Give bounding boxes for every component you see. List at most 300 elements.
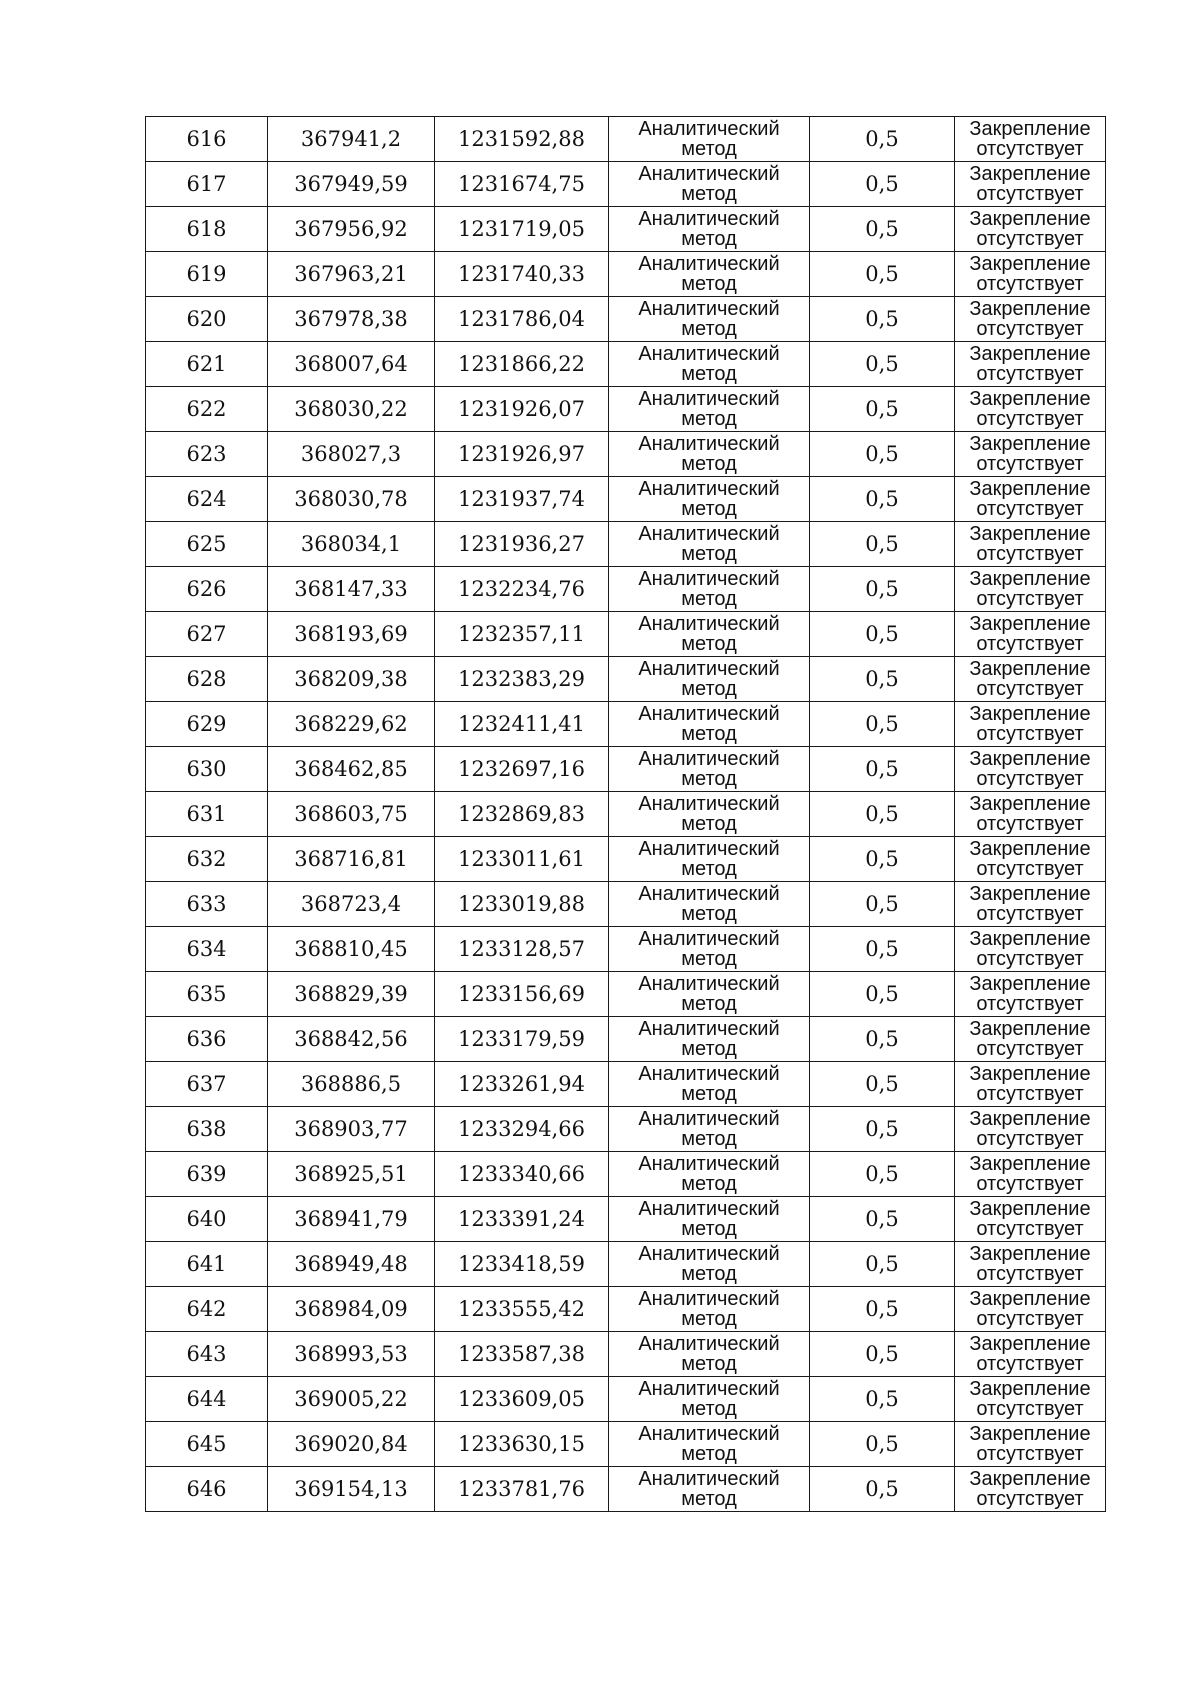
method-cell (609, 252, 810, 297)
fixation-status-cell-line2: отсутствует (976, 273, 1084, 295)
y-coordinate-cell: 1231592,88 (435, 117, 609, 162)
point-number-cell: 643 (146, 1332, 268, 1377)
point-number-cell: 620 (146, 297, 268, 342)
accuracy-cell: 0,5 (810, 1017, 955, 1062)
fixation-status-cell-line2: отсутствует (976, 723, 1084, 745)
method-cell (609, 927, 810, 972)
point-number-cell: 624 (146, 477, 268, 522)
point-number-cell: 628 (146, 657, 268, 702)
x-coordinate-cell: 368716,81 (268, 837, 435, 882)
x-coordinate-cell: 368984,09 (268, 1287, 435, 1332)
method-cell-line2: метод (681, 903, 737, 925)
table-row (146, 837, 1106, 882)
table-row (146, 432, 1106, 477)
fixation-status-cell-line1: Закрепление (969, 793, 1091, 815)
x-coordinate-cell: 368941,79 (268, 1197, 435, 1242)
fixation-status-cell-line1: Закрепление (969, 1468, 1091, 1490)
fixation-status-cell-line2: отсутствует (976, 948, 1084, 970)
accuracy-cell: 0,5 (810, 1062, 955, 1107)
point-number-cell: 622 (146, 387, 268, 432)
accuracy-cell: 0,5 (810, 1242, 955, 1287)
method-cell-line2: метод (681, 588, 737, 610)
y-coordinate-cell: 1231866,22 (435, 342, 609, 387)
method-cell (609, 1332, 810, 1377)
x-coordinate-cell: 367941,2 (268, 117, 435, 162)
fixation-status-cell-line2: отсутствует (976, 903, 1084, 925)
fixation-status-cell-line2: отсутствует (976, 858, 1084, 880)
fixation-status-cell (955, 1242, 1106, 1287)
fixation-status-cell-line2: отсутствует (976, 543, 1084, 565)
fixation-status-cell-line2: отсутствует (976, 183, 1084, 205)
method-cell-line2: метод (681, 678, 737, 700)
method-cell (609, 1107, 810, 1152)
accuracy-cell: 0,5 (810, 972, 955, 1017)
y-coordinate-cell: 1232869,83 (435, 792, 609, 837)
fixation-status-cell-line2: отсутствует (976, 1083, 1084, 1105)
fixation-status-cell-line2: отсутствует (976, 588, 1084, 610)
table-row (146, 792, 1106, 837)
accuracy-cell: 0,5 (810, 1287, 955, 1332)
fixation-status-cell-line2: отсутствует (976, 1038, 1084, 1060)
point-number-cell: 625 (146, 522, 268, 567)
fixation-status-cell (955, 927, 1106, 972)
table-row (146, 252, 1106, 297)
x-coordinate-cell: 368829,39 (268, 972, 435, 1017)
point-number-cell: 636 (146, 1017, 268, 1062)
y-coordinate-cell: 1231719,05 (435, 207, 609, 252)
fixation-status-cell (955, 1332, 1106, 1377)
fixation-status-cell (955, 702, 1106, 747)
y-coordinate-cell: 1233609,05 (435, 1377, 609, 1422)
fixation-status-cell-line1: Закрепление (969, 1153, 1091, 1175)
fixation-status-cell-line2: отсутствует (976, 1173, 1084, 1195)
fixation-status-cell (955, 972, 1106, 1017)
y-coordinate-cell: 1231926,97 (435, 432, 609, 477)
method-cell-line1: Аналитический (638, 523, 780, 545)
fixation-status-cell (955, 522, 1106, 567)
table-row (146, 1197, 1106, 1242)
fixation-status-cell-line1: Закрепление (969, 973, 1091, 995)
fixation-status-cell (955, 342, 1106, 387)
point-number-cell: 642 (146, 1287, 268, 1332)
x-coordinate-cell: 368603,75 (268, 792, 435, 837)
method-cell (609, 1062, 810, 1107)
method-cell-line1: Аналитический (638, 1108, 780, 1130)
method-cell (609, 657, 810, 702)
point-number-cell: 641 (146, 1242, 268, 1287)
x-coordinate-cell: 368925,51 (268, 1152, 435, 1197)
fixation-status-cell (955, 657, 1106, 702)
fixation-status-cell-line2: отсутствует (976, 1128, 1084, 1150)
y-coordinate-cell: 1231937,74 (435, 477, 609, 522)
fixation-status-cell-line2: отсутствует (976, 1398, 1084, 1420)
method-cell-line2: метод (681, 813, 737, 835)
table-row (146, 522, 1106, 567)
method-cell-line1: Аналитический (638, 1018, 780, 1040)
fixation-status-cell-line1: Закрепление (969, 703, 1091, 725)
fixation-status-cell-line2: отсутствует (976, 408, 1084, 430)
method-cell (609, 1197, 810, 1242)
method-cell-line2: метод (681, 1308, 737, 1330)
method-cell (609, 432, 810, 477)
point-number-cell: 630 (146, 747, 268, 792)
y-coordinate-cell: 1232383,29 (435, 657, 609, 702)
method-cell-line1: Аналитический (638, 658, 780, 680)
x-coordinate-cell: 368886,5 (268, 1062, 435, 1107)
method-cell-line2: метод (681, 1353, 737, 1375)
method-cell-line1: Аналитический (638, 1288, 780, 1310)
fixation-status-cell (955, 477, 1106, 522)
fixation-status-cell (955, 162, 1106, 207)
fixation-status-cell-line2: отсутствует (976, 993, 1084, 1015)
method-cell-line1: Аналитический (638, 973, 780, 995)
fixation-status-cell-line1: Закрепление (969, 478, 1091, 500)
method-cell-line2: метод (681, 408, 737, 430)
point-number-cell: 637 (146, 1062, 268, 1107)
point-number-cell: 644 (146, 1377, 268, 1422)
table-row (146, 1377, 1106, 1422)
y-coordinate-cell: 1233587,38 (435, 1332, 609, 1377)
x-coordinate-cell: 368034,1 (268, 522, 435, 567)
y-coordinate-cell: 1233391,24 (435, 1197, 609, 1242)
fixation-status-cell (955, 1062, 1106, 1107)
x-coordinate-cell: 368949,48 (268, 1242, 435, 1287)
method-cell (609, 1467, 810, 1512)
table-row (146, 702, 1106, 747)
fixation-status-cell-line1: Закрепление (969, 523, 1091, 545)
table-row (146, 162, 1106, 207)
x-coordinate-cell: 368842,56 (268, 1017, 435, 1062)
y-coordinate-cell: 1231674,75 (435, 162, 609, 207)
table-row (146, 612, 1106, 657)
method-cell-line2: метод (681, 858, 737, 880)
x-coordinate-cell: 367978,38 (268, 297, 435, 342)
table-row (146, 1287, 1106, 1332)
method-cell (609, 1152, 810, 1197)
fixation-status-cell (955, 612, 1106, 657)
method-cell (609, 747, 810, 792)
method-cell-line2: метод (681, 138, 737, 160)
table-row (146, 657, 1106, 702)
x-coordinate-cell: 368007,64 (268, 342, 435, 387)
method-cell-line1: Аналитический (638, 1153, 780, 1175)
point-number-cell: 634 (146, 927, 268, 972)
method-cell-line1: Аналитический (638, 253, 780, 275)
method-cell-line2: метод (681, 543, 737, 565)
method-cell (609, 162, 810, 207)
method-cell (609, 702, 810, 747)
x-coordinate-cell: 368147,33 (268, 567, 435, 612)
method-cell (609, 612, 810, 657)
accuracy-cell: 0,5 (810, 162, 955, 207)
method-cell-line2: метод (681, 1128, 737, 1150)
x-coordinate-cell: 368993,53 (268, 1332, 435, 1377)
fixation-status-cell-line1: Закрепление (969, 1018, 1091, 1040)
point-number-cell: 616 (146, 117, 268, 162)
fixation-status-cell-line2: отсутствует (976, 1308, 1084, 1330)
y-coordinate-cell: 1232697,16 (435, 747, 609, 792)
method-cell-line2: метод (681, 948, 737, 970)
y-coordinate-cell: 1231926,07 (435, 387, 609, 432)
table-body (146, 117, 1106, 1512)
method-cell-line2: метод (681, 318, 737, 340)
fixation-status-cell-line1: Закрепление (969, 298, 1091, 320)
fixation-status-cell-line1: Закрепление (969, 118, 1091, 140)
method-cell-line1: Аналитический (638, 343, 780, 365)
x-coordinate-cell: 368209,38 (268, 657, 435, 702)
table-row (146, 972, 1106, 1017)
method-cell-line1: Аналитический (638, 118, 780, 140)
method-cell-line2: метод (681, 228, 737, 250)
method-cell-line2: метод (681, 1488, 737, 1510)
method-cell-line1: Аналитический (638, 793, 780, 815)
fixation-status-cell (955, 1467, 1106, 1512)
method-cell-line2: метод (681, 183, 737, 205)
x-coordinate-cell: 367963,21 (268, 252, 435, 297)
method-cell-line1: Аналитический (638, 1468, 780, 1490)
method-cell (609, 1017, 810, 1062)
point-number-cell: 632 (146, 837, 268, 882)
fixation-status-cell-line1: Закрепление (969, 568, 1091, 590)
point-number-cell: 639 (146, 1152, 268, 1197)
fixation-status-cell-line1: Закрепление (969, 388, 1091, 410)
fixation-status-cell-line1: Закрепление (969, 1288, 1091, 1310)
fixation-status-cell-line1: Закрепление (969, 613, 1091, 635)
fixation-status-cell-line1: Закрепление (969, 1063, 1091, 1085)
point-number-cell: 633 (146, 882, 268, 927)
method-cell (609, 207, 810, 252)
y-coordinate-cell: 1233011,61 (435, 837, 609, 882)
accuracy-cell: 0,5 (810, 1377, 955, 1422)
method-cell-line1: Аналитический (638, 1198, 780, 1220)
method-cell-line2: метод (681, 1173, 737, 1195)
accuracy-cell: 0,5 (810, 837, 955, 882)
y-coordinate-cell: 1232411,41 (435, 702, 609, 747)
method-cell (609, 342, 810, 387)
y-coordinate-cell: 1233418,59 (435, 1242, 609, 1287)
fixation-status-cell-line1: Закрепление (969, 163, 1091, 185)
y-coordinate-cell: 1233294,66 (435, 1107, 609, 1152)
method-cell-line1: Аналитический (638, 208, 780, 230)
x-coordinate-cell: 368810,45 (268, 927, 435, 972)
accuracy-cell: 0,5 (810, 207, 955, 252)
accuracy-cell: 0,5 (810, 297, 955, 342)
fixation-status-cell (955, 207, 1106, 252)
fixation-status-cell-line2: отсутствует (976, 678, 1084, 700)
fixation-status-cell (955, 117, 1106, 162)
method-cell-line2: метод (681, 1398, 737, 1420)
fixation-status-cell (955, 1017, 1106, 1062)
method-cell-line2: метод (681, 273, 737, 295)
accuracy-cell: 0,5 (810, 252, 955, 297)
fixation-status-cell-line2: отсутствует (976, 318, 1084, 340)
method-cell (609, 117, 810, 162)
method-cell-line1: Аналитический (638, 433, 780, 455)
method-cell (609, 1377, 810, 1422)
fixation-status-cell-line2: отсутствует (976, 363, 1084, 385)
y-coordinate-cell: 1233630,15 (435, 1422, 609, 1467)
fixation-status-cell-line1: Закрепление (969, 883, 1091, 905)
table-row (146, 1152, 1106, 1197)
method-cell-line1: Аналитический (638, 1378, 780, 1400)
method-cell-line2: метод (681, 1443, 737, 1465)
fixation-status-cell (955, 1377, 1106, 1422)
y-coordinate-cell: 1232357,11 (435, 612, 609, 657)
y-coordinate-cell: 1231936,27 (435, 522, 609, 567)
accuracy-cell: 0,5 (810, 342, 955, 387)
fixation-status-cell (955, 387, 1106, 432)
method-cell-line2: метод (681, 723, 737, 745)
y-coordinate-cell: 1233156,69 (435, 972, 609, 1017)
y-coordinate-cell: 1233019,88 (435, 882, 609, 927)
fixation-status-cell (955, 432, 1106, 477)
method-cell-line2: метод (681, 1218, 737, 1240)
accuracy-cell: 0,5 (810, 747, 955, 792)
accuracy-cell: 0,5 (810, 1152, 955, 1197)
fixation-status-cell (955, 1152, 1106, 1197)
table-row (146, 1242, 1106, 1287)
fixation-status-cell (955, 792, 1106, 837)
point-number-cell: 627 (146, 612, 268, 657)
method-cell-line1: Аналитический (638, 1423, 780, 1445)
table-row (146, 117, 1106, 162)
method-cell-line1: Аналитический (638, 883, 780, 905)
fixation-status-cell-line1: Закрепление (969, 343, 1091, 365)
fixation-status-cell-line2: отсутствует (976, 1443, 1084, 1465)
accuracy-cell: 0,5 (810, 1467, 955, 1512)
point-number-cell: 619 (146, 252, 268, 297)
method-cell-line1: Аналитический (638, 838, 780, 860)
fixation-status-cell (955, 1287, 1106, 1332)
fixation-status-cell-line1: Закрепление (969, 1423, 1091, 1445)
fixation-status-cell-line1: Закрепление (969, 433, 1091, 455)
method-cell-line2: метод (681, 1263, 737, 1285)
y-coordinate-cell: 1231740,33 (435, 252, 609, 297)
y-coordinate-cell: 1231786,04 (435, 297, 609, 342)
y-coordinate-cell: 1233261,94 (435, 1062, 609, 1107)
fixation-status-cell-line1: Закрепление (969, 748, 1091, 770)
method-cell-line1: Аналитический (638, 748, 780, 770)
fixation-status-cell-line2: отсутствует (976, 228, 1084, 250)
point-number-cell: 618 (146, 207, 268, 252)
method-cell-line1: Аналитический (638, 1333, 780, 1355)
x-coordinate-cell: 367956,92 (268, 207, 435, 252)
point-number-cell: 623 (146, 432, 268, 477)
fixation-status-cell (955, 1422, 1106, 1467)
accuracy-cell: 0,5 (810, 477, 955, 522)
fixation-status-cell-line1: Закрепление (969, 253, 1091, 275)
accuracy-cell: 0,5 (810, 927, 955, 972)
x-coordinate-cell: 368030,78 (268, 477, 435, 522)
table-row (146, 747, 1106, 792)
fixation-status-cell-line2: отсутствует (976, 453, 1084, 475)
table-row (146, 1107, 1106, 1152)
method-cell (609, 837, 810, 882)
method-cell-line1: Аналитический (638, 568, 780, 590)
method-cell (609, 882, 810, 927)
fixation-status-cell (955, 1197, 1106, 1242)
method-cell-line1: Аналитический (638, 703, 780, 725)
x-coordinate-cell: 368903,77 (268, 1107, 435, 1152)
method-cell-line1: Аналитический (638, 478, 780, 500)
fixation-status-cell (955, 882, 1106, 927)
point-number-cell: 626 (146, 567, 268, 612)
table-row (146, 882, 1106, 927)
table-row (146, 1017, 1106, 1062)
accuracy-cell: 0,5 (810, 702, 955, 747)
x-coordinate-cell: 367949,59 (268, 162, 435, 207)
method-cell-line1: Аналитический (638, 613, 780, 635)
table-row (146, 927, 1106, 972)
method-cell-line2: метод (681, 453, 737, 475)
fixation-status-cell (955, 252, 1106, 297)
fixation-status-cell-line1: Закрепление (969, 658, 1091, 680)
method-cell-line1: Аналитический (638, 163, 780, 185)
point-number-cell: 635 (146, 972, 268, 1017)
fixation-status-cell-line2: отсутствует (976, 633, 1084, 655)
fixation-status-cell (955, 837, 1106, 882)
fixation-status-cell-line2: отсутствует (976, 1353, 1084, 1375)
method-cell (609, 1242, 810, 1287)
accuracy-cell: 0,5 (810, 387, 955, 432)
method-cell-line1: Аналитический (638, 1063, 780, 1085)
x-coordinate-cell: 368723,4 (268, 882, 435, 927)
table-row (146, 477, 1106, 522)
fixation-status-cell-line1: Закрепление (969, 1198, 1091, 1220)
method-cell (609, 297, 810, 342)
point-number-cell: 640 (146, 1197, 268, 1242)
fixation-status-cell-line1: Закрепление (969, 1333, 1091, 1355)
y-coordinate-cell: 1233555,42 (435, 1287, 609, 1332)
accuracy-cell: 0,5 (810, 1332, 955, 1377)
fixation-status-cell-line2: отсутствует (976, 768, 1084, 790)
table-row (146, 567, 1106, 612)
method-cell-line2: метод (681, 633, 737, 655)
x-coordinate-cell: 369020,84 (268, 1422, 435, 1467)
accuracy-cell: 0,5 (810, 792, 955, 837)
y-coordinate-cell: 1233128,57 (435, 927, 609, 972)
table-row (146, 1422, 1106, 1467)
table-row (146, 297, 1106, 342)
method-cell (609, 387, 810, 432)
method-cell (609, 1422, 810, 1467)
method-cell (609, 972, 810, 1017)
fixation-status-cell-line1: Закрепление (969, 1378, 1091, 1400)
fixation-status-cell-line2: отсутствует (976, 1488, 1084, 1510)
fixation-status-cell-line1: Закрепление (969, 1243, 1091, 1265)
method-cell-line1: Аналитический (638, 388, 780, 410)
accuracy-cell: 0,5 (810, 522, 955, 567)
point-number-cell: 617 (146, 162, 268, 207)
y-coordinate-cell: 1233179,59 (435, 1017, 609, 1062)
accuracy-cell: 0,5 (810, 1107, 955, 1152)
method-cell (609, 522, 810, 567)
method-cell-line2: метод (681, 363, 737, 385)
fixation-status-cell-line1: Закрепление (969, 928, 1091, 950)
method-cell (609, 792, 810, 837)
point-number-cell: 638 (146, 1107, 268, 1152)
point-number-cell: 631 (146, 792, 268, 837)
fixation-status-cell-line2: отсутствует (976, 813, 1084, 835)
accuracy-cell: 0,5 (810, 612, 955, 657)
x-coordinate-cell: 368193,69 (268, 612, 435, 657)
fixation-status-cell-line2: отсутствует (976, 498, 1084, 520)
point-number-cell: 646 (146, 1467, 268, 1512)
x-coordinate-cell: 368027,3 (268, 432, 435, 477)
method-cell-line2: метод (681, 993, 737, 1015)
y-coordinate-cell: 1232234,76 (435, 567, 609, 612)
method-cell-line2: метод (681, 1038, 737, 1060)
